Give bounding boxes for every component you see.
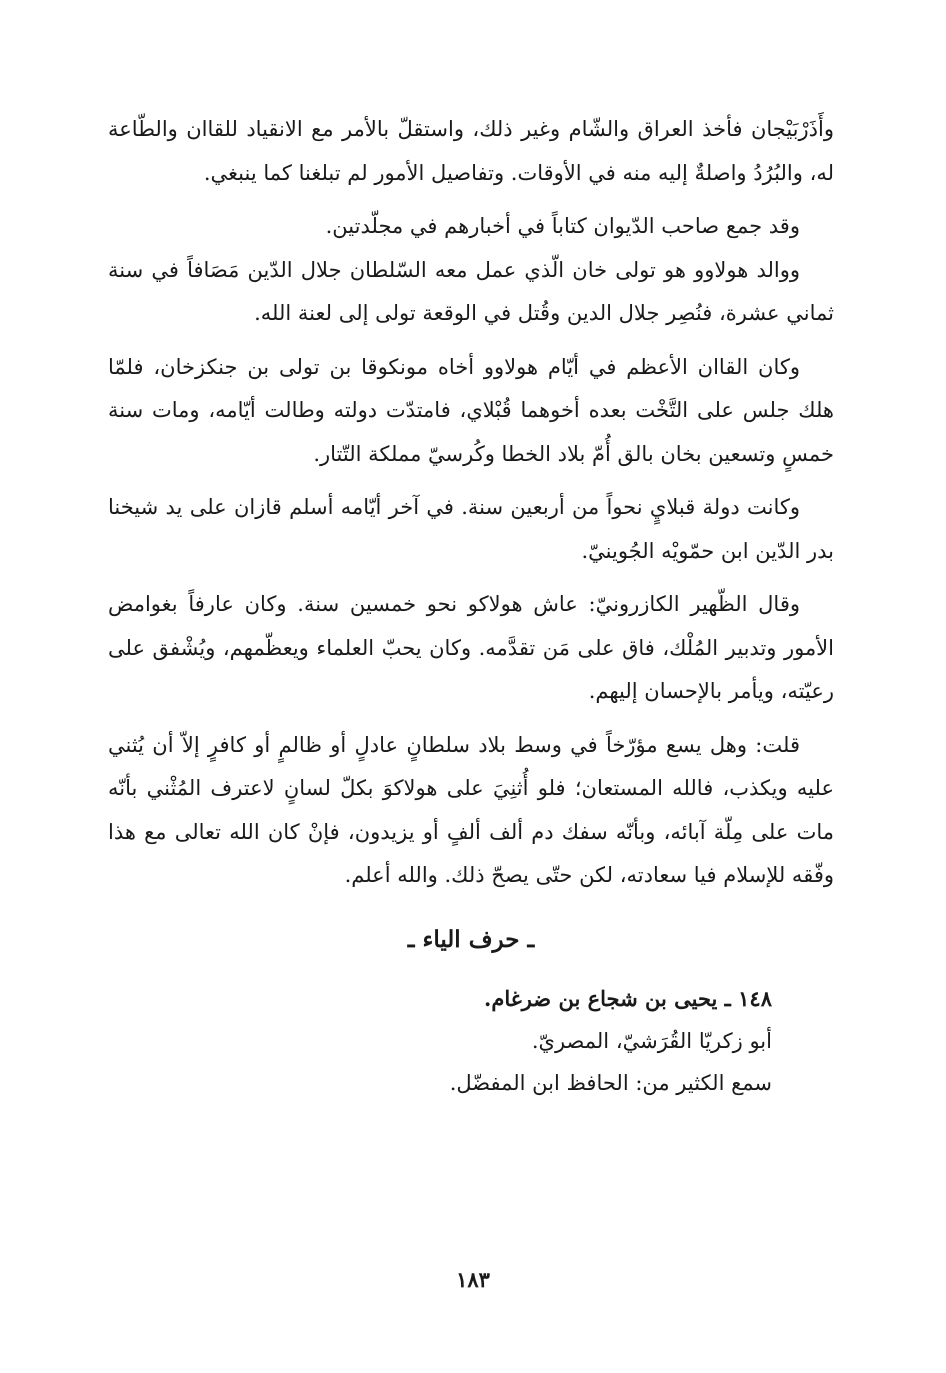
page-number: ١٨٣ — [456, 1267, 490, 1292]
page-body — [108, 108, 834, 1104]
paragraph-3: ووالد هولاوو هو تولى خان الّذي عمل معه السّلطان جلال الدّين مَصَافاً في سنة ثماني عشرة، فنُصِر جلال الدين وقُتل في الوقعة تولى إلى لعنة الله. — [108, 257, 834, 325]
paragraph-4: وكان القاان الأعظم في أيّام هولاوو أخاه مونكوقا بن تولى بن جنكزخان، فلمّا هلك جلس على التَّخْت بعده أخوهما قُبْلاي، فامتدّت دولته وطالت أيّامه، ومات سنة خمسٍ وتسعين بخان بالق أُمّ بلاد الخطا وكُرسيّ مملكة التّتار. — [108, 354, 834, 466]
paragraph-5: وكانت دولة قبلايٍ نحواً من أربعين سنة. في آخر أيّامه أسلم قازان على يد شيخنا بدر الدّين ابن حمّويْه الجُوينيّ. — [108, 495, 834, 563]
entry-line: أبو زكريّا القُرَشيّ، المصريّ. — [531, 1028, 772, 1053]
paragraph-1: وأَذَرْبَيْجان فأخذ العراق والشّام وغير ذلك، واستقلّ بالأمر مع الانقياد للقاان والطّاعة له، والبُرُدُ واصلةٌ إليه منه في الأوقات. وتفاصيل الأمور لم تبلغنا كما ينبغي. — [108, 117, 834, 185]
paragraph-6: وقال الظّهير الكازرونيّ: عاش هولاكو نحو خمسين سنة. وكان عارفاً بغوامض الأمور وتدبير المُلْك، فاق على مَن تقدَّمه. وكان يحبّ العلماء ويعظّمهم، ويُشْفق على رعيّته، ويأمر بالإحسان إليهم. — [108, 592, 834, 703]
biography-entry — [108, 978, 772, 1104]
section-heading: ـ حرف الياء ـ — [407, 925, 535, 953]
paragraph-7: قلت: وهل يسع مؤرّخاً في وسط بلاد سلطانٍ عادلٍ أو ظالمٍ أو كافرٍ إلاّ أن يُثني عليه ويكذب، فالله المستعان؛ فلو أُثنِيَ على هولاكوَ بكلّ لسانٍ لاعترف المُثْني بأنّه مات على مِلّة آبائه، وبأنّه سفك دم ألف ألفٍ أو يزيدون، فإنْ كان الله تعالى مع هذا وفّقه للإسلام فيا سعادته، لكن حتّى يصحّ ذلك. والله أعلم. — [108, 732, 834, 887]
entry-line: سمع الكثير من: الحافظ ابن المفضّل. — [449, 1070, 772, 1095]
paragraph-2: وقد جمع صاحب الدّيوان كتاباً في أخبارهم في مجلّدتين. — [325, 214, 800, 238]
entry-title: ١٤٨ ـ يحيى بن شجاع بن ضرغام. — [484, 985, 772, 1011]
